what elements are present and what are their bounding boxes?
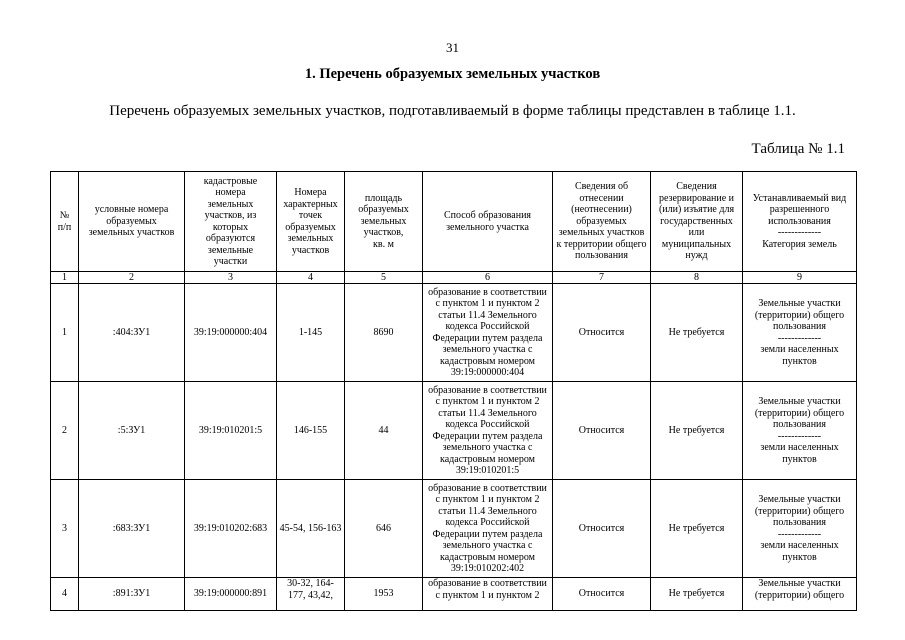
page-number: 31 — [446, 40, 459, 55]
cell-cadastral-number: 39:19:010201:5 — [185, 382, 277, 480]
cell-points: 45-54, 156-163 — [277, 480, 345, 578]
cell-area: 44 — [345, 382, 423, 480]
cell-cadastral-number: 39:19:010202:683 — [185, 480, 277, 578]
cell-permitted-use: Земельные участки (территории) общего пользования ------------- земли населенных пунктов — [743, 382, 857, 480]
column-number: 8 — [651, 272, 743, 284]
cell-points: 1-145 — [277, 284, 345, 382]
header-area: площадь образуемых земельных участков, кв. м — [345, 172, 423, 272]
cell-points: 146-155 — [277, 382, 345, 480]
table-header-row — [51, 172, 857, 272]
cell-permitted-use: Земельные участки (территории) общего пользования ------------- земли населенных пунктов — [743, 480, 857, 578]
cell-points: 30-32, 164- 177, 43,42, — [277, 578, 345, 611]
cell-conditional-number: :5:ЗУ1 — [79, 382, 185, 480]
header-conditional-number: условные номера образуемых земельных участков — [79, 172, 185, 272]
cell-area: 8690 — [345, 284, 423, 382]
cell-conditional-number: :404:ЗУ1 — [79, 284, 185, 382]
cell-reservation: Не требуется — [651, 382, 743, 480]
column-number: 5 — [345, 272, 423, 284]
column-number: 3 — [185, 272, 277, 284]
column-number-row — [51, 272, 857, 284]
header-permitted-use: Устанавливаемый вид разрешенного использования ------------- Категория земель — [743, 172, 857, 272]
cell-method: образование в соответствии с пунктом 1 и пунктом 2 статьи 11.4 Земельного кодекса Российской Федерации путем раздела земельного участка с кадастровым номером 39:19:010201:5 — [423, 382, 553, 480]
header-cadastral-number: кадастровые номера земельных участков, из которых образуются земельные участки — [185, 172, 277, 272]
intro-paragraph: Перечень образуемых земельных участков, подготавливаемый в форме таблицы представлен в таблице 1.1. — [109, 103, 796, 119]
column-number: 2 — [79, 272, 185, 284]
cell-num: 4 — [51, 578, 79, 611]
column-number: 1 — [51, 272, 79, 284]
land-plots-table — [50, 171, 857, 611]
cell-num: 1 — [51, 284, 79, 382]
section-title: 1. Перечень образуемых земельных участков — [304, 66, 601, 82]
cell-reservation: Не требуется — [651, 578, 743, 611]
cell-cadastral-number: 39:19:000000:891 — [185, 578, 277, 611]
cell-public-territory: Относится — [553, 284, 651, 382]
header-reservation: Сведения резервирование и (или) изъятие для государственных или муниципальных нужд — [651, 172, 743, 272]
cell-cadastral-number: 39:19:000000:404 — [185, 284, 277, 382]
cell-num: 2 — [51, 382, 79, 480]
cell-public-territory: Относится — [553, 578, 651, 611]
cell-method: образование в соответствии с пунктом 1 и пунктом 2 статьи 11.4 Земельного кодекса Российской Федерации путем раздела земельного участка с кадастровым номером 39:19:000000:404 — [423, 284, 553, 382]
cell-permitted-use: Земельные участки (территории) общего — [743, 578, 857, 611]
header-method: Способ образования земельного участка — [423, 172, 553, 272]
cell-permitted-use: Земельные участки (территории) общего пользования ------------- земли населенных пунктов — [743, 284, 857, 382]
cell-num: 3 — [51, 480, 79, 578]
cell-method: образование в соответствии с пунктом 1 и пунктом 2 статьи 11.4 Земельного кодекса Российской Федерации путем раздела земельного участка с кадастровым номером 39:19:010202:402 — [423, 480, 553, 578]
cell-reservation: Не требуется — [651, 480, 743, 578]
header-public-territory: Сведения об отнесении (неотнесении) образуемых земельных участков к территории общего пользования — [553, 172, 651, 272]
cell-area: 646 — [345, 480, 423, 578]
table-row — [51, 480, 857, 578]
column-number: 7 — [553, 272, 651, 284]
cell-public-territory: Относится — [553, 480, 651, 578]
cell-area: 1953 — [345, 578, 423, 611]
table-row — [51, 382, 857, 480]
cell-conditional-number: :891:ЗУ1 — [79, 578, 185, 611]
column-number: 9 — [743, 272, 857, 284]
cell-reservation: Не требуется — [651, 284, 743, 382]
table-row — [51, 284, 857, 382]
column-number: 6 — [423, 272, 553, 284]
cell-method: образование в соответствии с пунктом 1 и пунктом 2 — [423, 578, 553, 611]
table-row — [51, 578, 857, 611]
cell-conditional-number: :683:ЗУ1 — [79, 480, 185, 578]
column-number: 4 — [277, 272, 345, 284]
header-num: № п/п — [51, 172, 79, 272]
table-caption: Таблица № 1.1 — [751, 141, 845, 157]
cell-public-territory: Относится — [553, 382, 651, 480]
header-points: Номера характерных точек образуемых земельных участков — [277, 172, 345, 272]
